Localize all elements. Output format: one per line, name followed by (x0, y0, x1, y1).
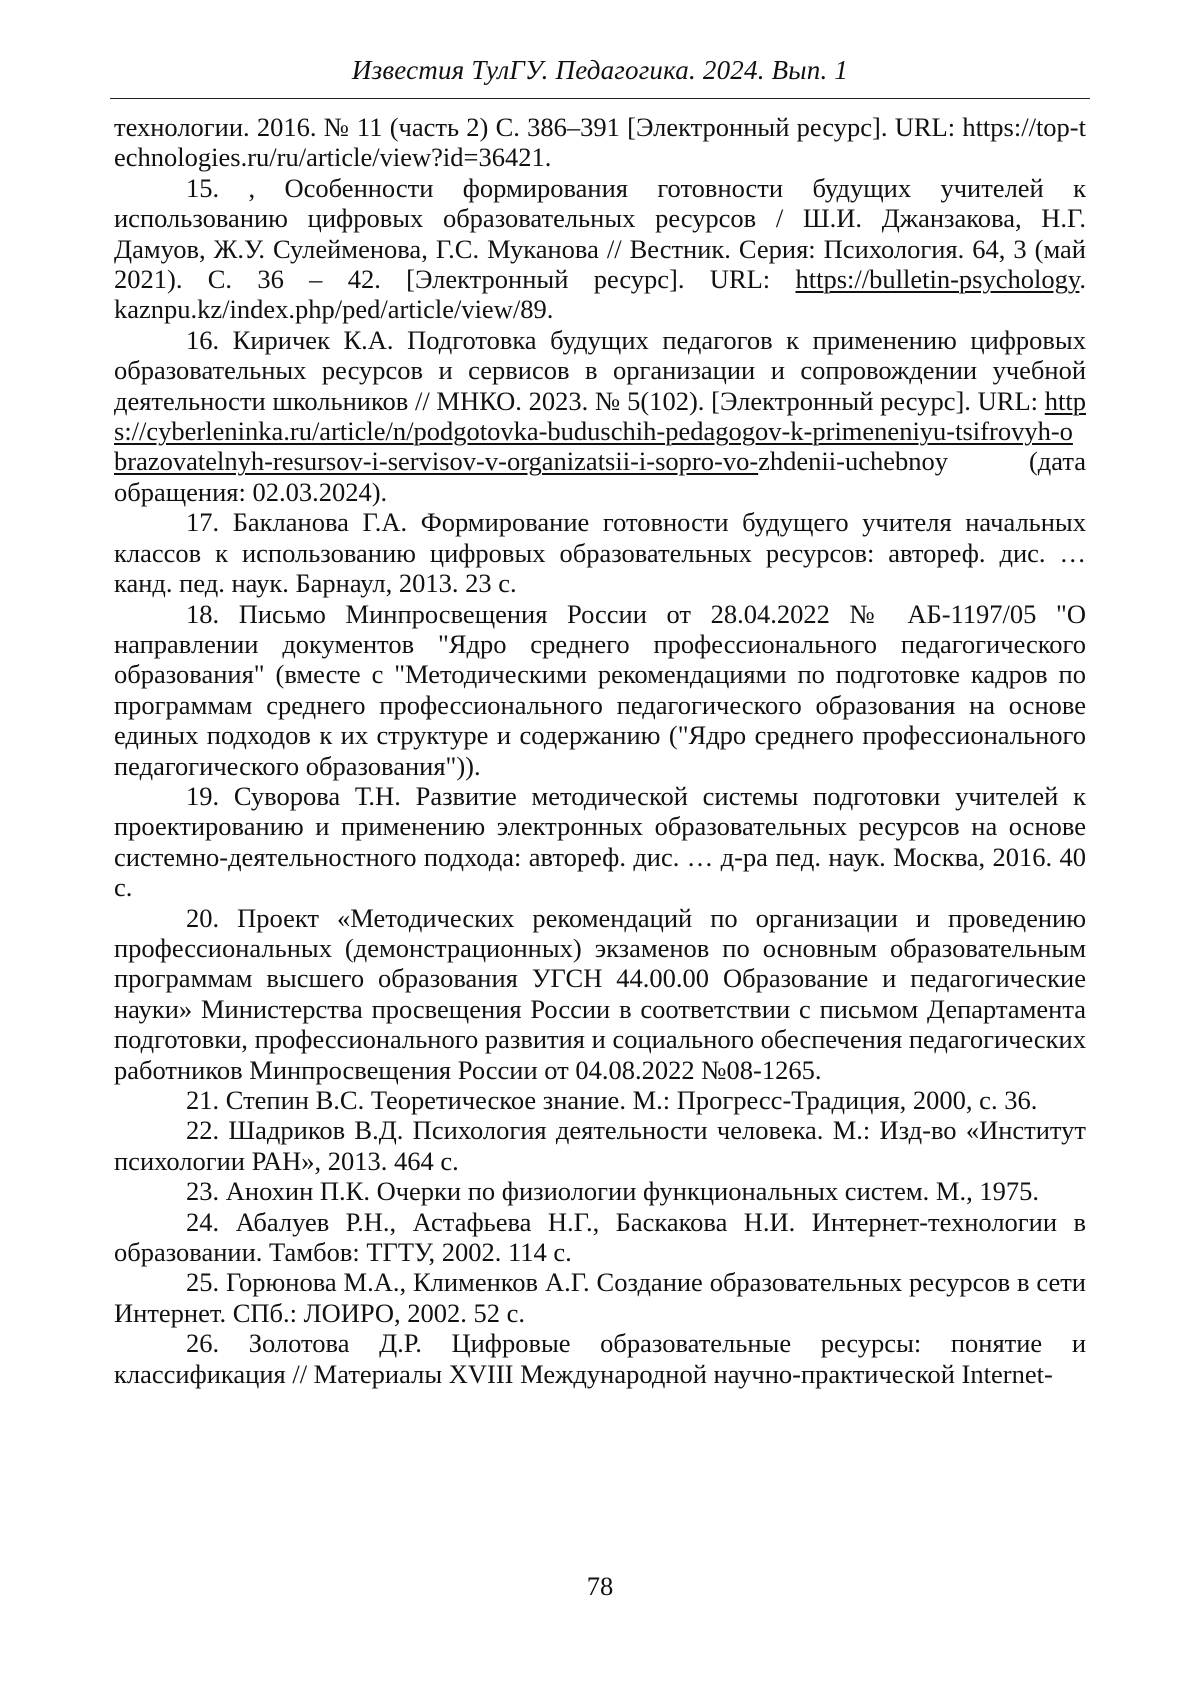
reference-number: 20. (186, 902, 220, 933)
reference-item (114, 325, 1086, 507)
reference-number: 19. (186, 780, 220, 811)
reference-number: 15. (186, 172, 220, 203)
reference-url-plain: https://top-technologies.ru/ru/article/view?id=36421 (114, 112, 1086, 173)
reference-item (114, 173, 1086, 325)
reference-item (114, 1207, 1086, 1268)
reference-text-tail: zhdenii-uchebnoy (дата обращения: 02.03.2024). (114, 446, 1086, 507)
reference-text: Горюнова М.А., Клименков А.Г. Создание образовательных ресурсов в сети Интернет. СПб.: ЛОИРО, 2002. 52 с. (114, 1267, 1086, 1328)
reference-item (114, 781, 1086, 903)
reference-item (114, 1328, 1086, 1389)
reference-number: 16. (186, 324, 220, 355)
reference-text: Золотова Д.Р. Цифровые образовательные ресурсы: понятие и классификация // Материалы XVIII Международной научно-практической Internet- (114, 1328, 1086, 1389)
reference-link[interactable]: https://bulletin-psychology (795, 264, 1080, 295)
reference-item (114, 599, 1086, 781)
reference-list (114, 112, 1086, 1389)
reference-number: 17. (186, 507, 220, 538)
reference-text: Проект «Методических рекомендаций по организации и проведению профессиональных (демонстрационных) экзаменов по основным образовательным программам высшего образования УГСН 44.00.00 Образование и педагогические науки» Министерства просвещения России в соответствии с письмом Департамента подготовки, профессионального развития и социального обеспечения педагогических работников Минпросвещения России от 04.08.2022 №08-1265. (114, 902, 1086, 1085)
page-number: 78 (586, 1571, 614, 1601)
reference-text: Бакланова Г.А. Формирование готовности будущего учителя начальных классов к использованию цифровых образовательных ресурсов: автореф. дис. … канд. пед. наук. Барнаул, 2013. 23 с. (114, 507, 1086, 599)
reference-text: Письмо Минпросвещения России от 28.04.2022 № АБ-1197/05 "О направлении документов "Ядро среднего профессионального педагогического образования" (вместе с "Методическими рекомендациями по подготовке кадров по программам среднего профессионального педагогического образования на основе единых подходов к их структуре и содержанию ("Ядро среднего профессионального педагогического образования")). (114, 598, 1086, 781)
reference-number: 22. (186, 1115, 220, 1146)
reference-item (114, 1267, 1086, 1328)
reference-number: 26. (186, 1328, 220, 1359)
reference-continuation (114, 112, 1086, 173)
reference-text: Киричек К.А. Подготовка будущих педагогов к применению цифровых образовательных ресурсов и сервисов в организации и сопровождении учебной деятельности школьников // МНКО. 2023. № 5(102). [Электронный ресурс]. URL: (114, 324, 1086, 416)
header-rule (110, 98, 1090, 99)
reference-item (114, 507, 1086, 598)
reference-item (114, 1115, 1086, 1176)
reference-text: Степин В.С. Теоретическое знание. М.: Прогресс-Традиция, 2000, с. 36. (219, 1085, 1038, 1115)
reference-text: Шадриков В.Д. Психология деятельности человека. М.: Изд-во «Институт психологии РАН», 2013. 464 с. (114, 1115, 1086, 1176)
reference-number: 25. (186, 1267, 220, 1298)
reference-item (114, 903, 1086, 1085)
reference-number: 21. (186, 1085, 220, 1115)
reference-link[interactable]: https://cyberleninka.ru/article/n/podgotovka-buduschih-pedagogov-k-primeneniyu-tsifrovyh-obrazovatelnyh-resursov-i-servisov-v-organizatsii-i-sopro-vo- (114, 385, 1086, 477)
running-header: Известия ТулГУ. Педагогика. 2024. Вып. 1 (351, 55, 849, 85)
reference-item (114, 1176, 1086, 1206)
reference-item (114, 1085, 1086, 1115)
reference-number: 24. (186, 1206, 220, 1237)
reference-text-tail: . kaznpu.kz/index.php/ped/article/view/89. (114, 264, 1086, 325)
reference-text: Абалуев Р.Н., Астафьева Н.Г., Баскакова Н.И. Интернет-технологии в образовании. Тамбов: ТГТУ, 2002. 114 с. (114, 1206, 1086, 1268)
reference-text: Анохин П.К. Очерки по физиологии функциональных систем. М., 1975. (219, 1176, 1039, 1207)
reference-text: , Особенности формирования готовности будущих учителей к использованию цифровых образовательных ресурсов / Ш.И. Джанзакова, Н.Г. Дамуов, Ж.У. Сулейменова, Г.С. Муканова // Вестник. Серия: Психология. 64, 3 (май 2021). С. 36 – 42. [Электронный ресурс]. URL: (114, 172, 1086, 295)
reference-text: Суворова Т.Н. Развитие методической системы подготовки учителей к проектированию и применению электронных образовательных ресурсов на основе системно-деятельностного подхода: автореф. дис. … д-ра пед. наук. Москва, 2016. 40 с. (114, 780, 1086, 903)
reference-text-tail: . (544, 142, 552, 173)
reference-number: 23. (186, 1176, 220, 1207)
reference-number: 18. (186, 598, 220, 629)
reference-text: технологии. 2016. № 11 (часть 2) С. 386–391 [Электронный ресурс]. URL: (114, 112, 963, 142)
